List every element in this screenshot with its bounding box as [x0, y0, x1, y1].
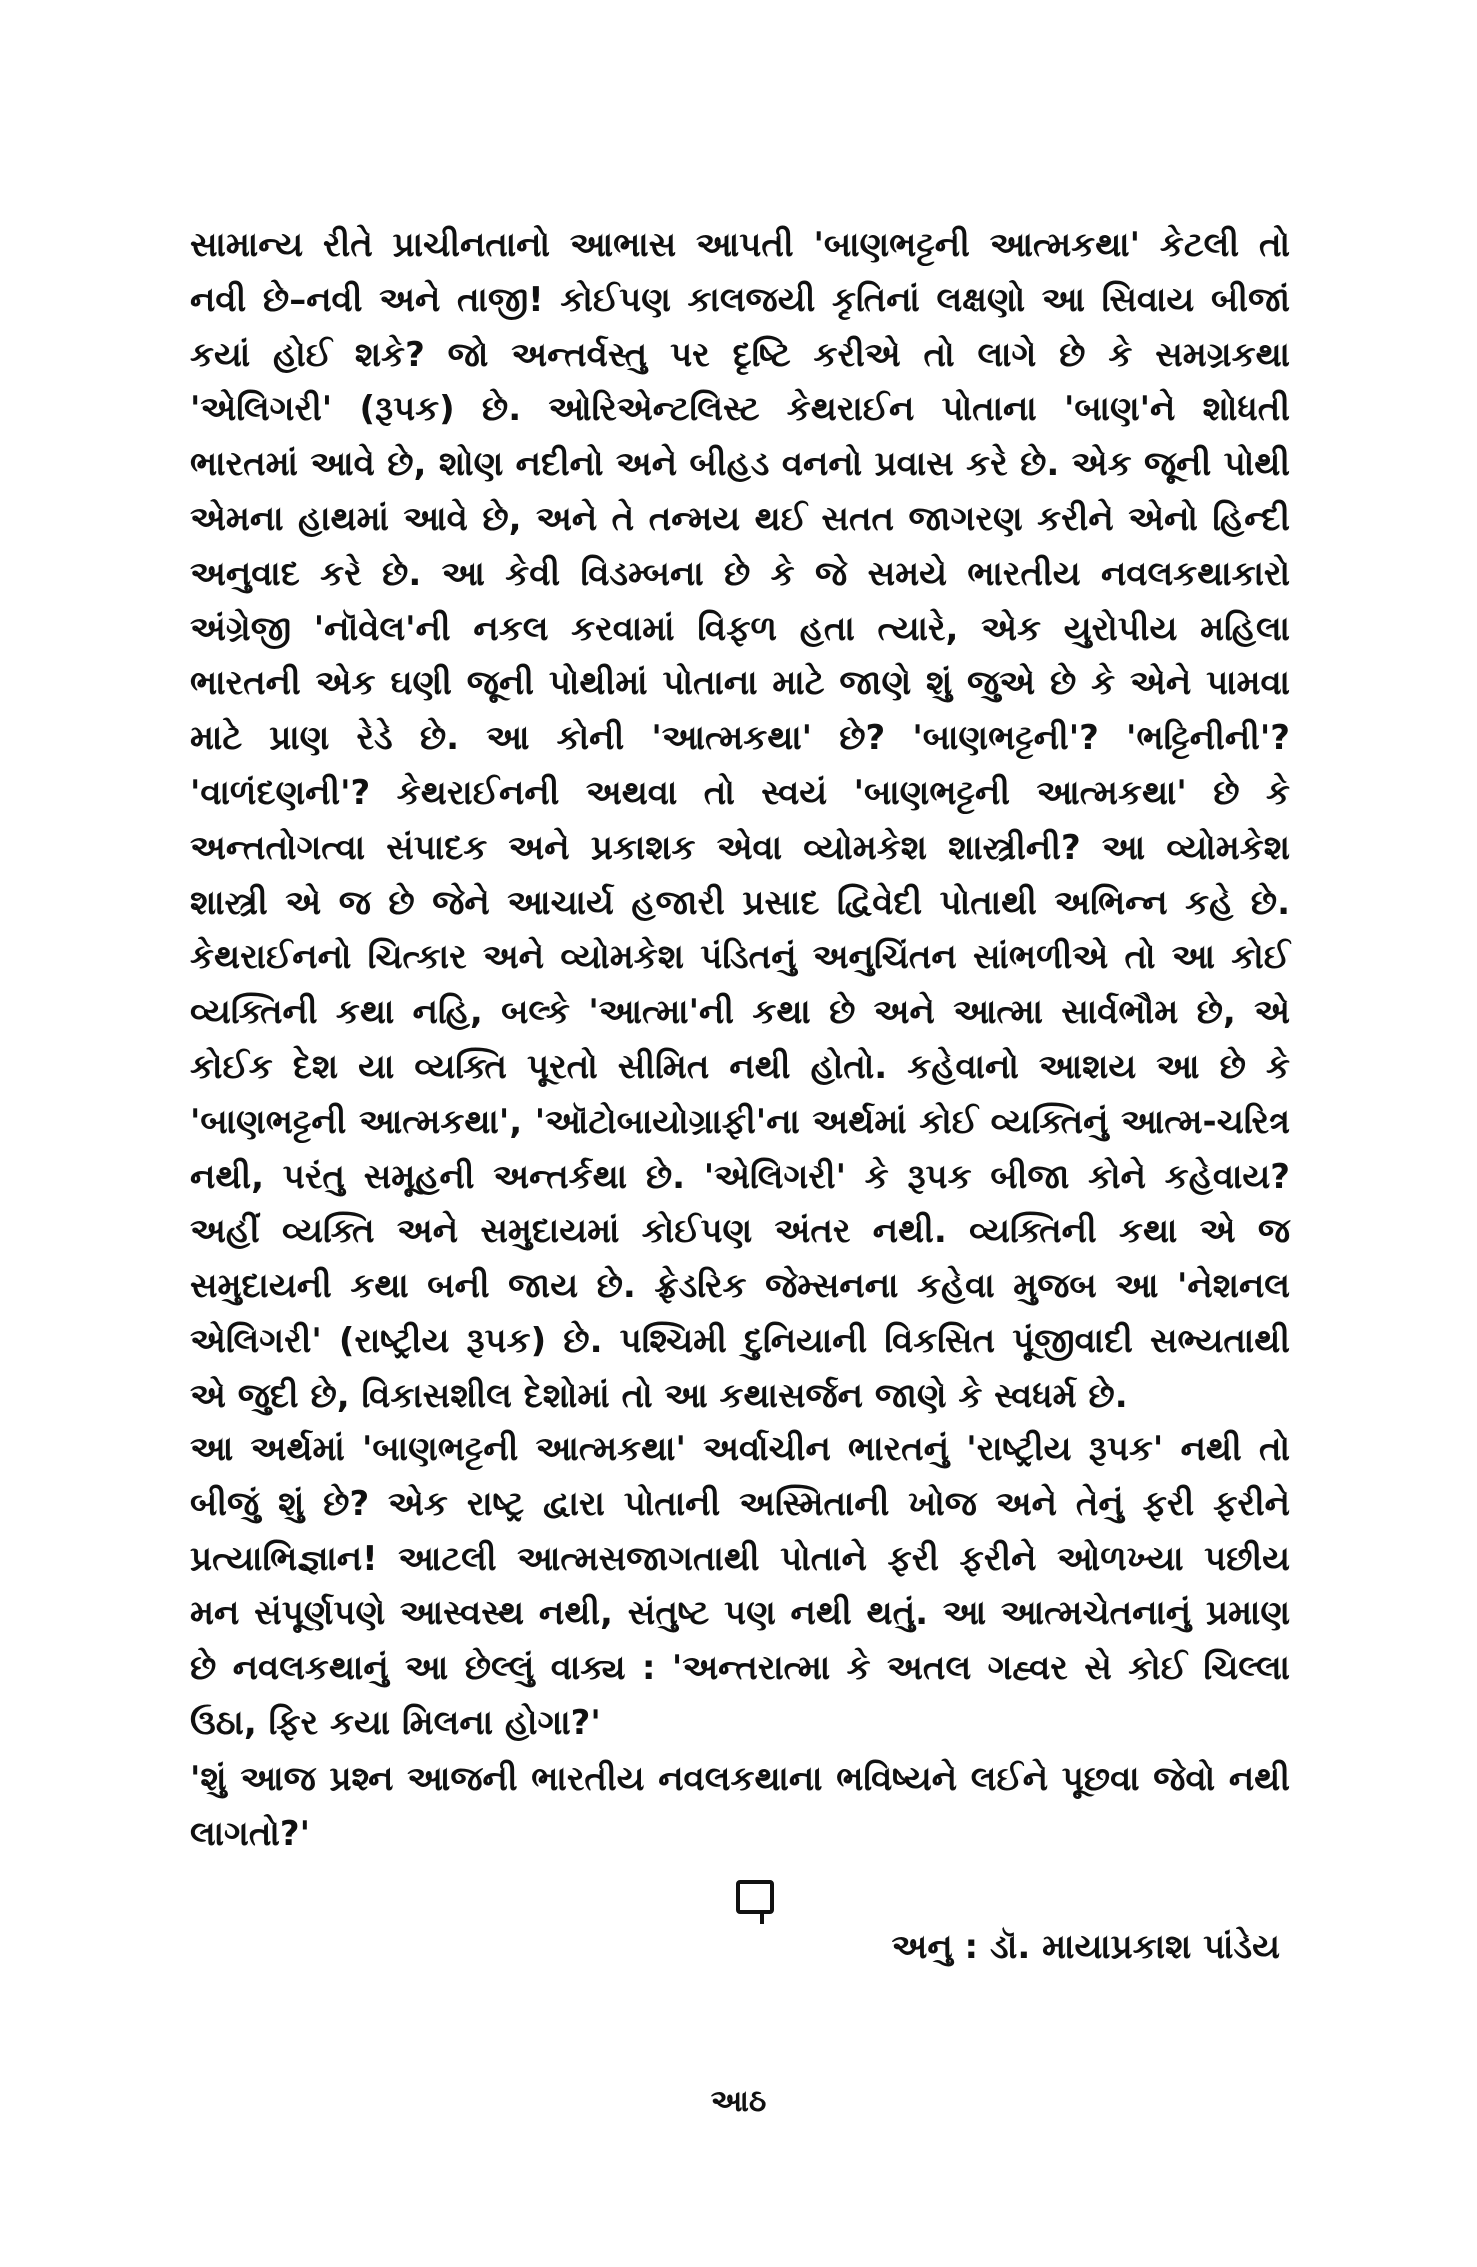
- page-number: આઠ: [710, 2084, 767, 2119]
- paragraph-text: સામાન્ય રીતે પ્રાચીનતાનો આભાસ આપતી 'બાણભટ્ટની આત્મકથા' કેટલી તો નવી છે–નવી અને તાજી! કોઈપણ કાલજયી કૃતિનાં લક્ષણો આ સિવાય બીજાં કયાં હોઈ શકે? જો અન્તર્વસ્તુ પર દૃષ્ટિ કરીએ તો લાગે છે કે સમગ્રકથા 'એલિગરી' (રૂપક) છે. ઓરિએન્ટલિસ્ટ કેથરાઈન પોતાના 'બાણ'ને શોધતી ભારતમાં આવે છે, શોણ નદીનો અને બીહડ વનનો પ્રવાસ કરે છે. એક જૂની પોથી એમના હાથમાં આવે છે, અને તે તન્મય થઈ સતત જાગરણ કરીને એનો હિન્દી અનુવાદ કરે છે. આ કેવી વિડમ્બના છે કે જે સમયે ભારતીય નવલકથાકારો અંગ્રેજી 'નૉવેલ'ની નકલ કરવામાં વિફળ હતા ત્યારે, એક યુરોપીય મહિલા ભારતની એક ઘણી જૂની પોથીમાં પોતાના માટે જાણે શું જુએ છે કે એને પામવા માટે પ્રાણ રેડે છે. આ કોની 'આત્મકથા' છે? 'બાણભટ્ટની'? 'ભટ્ટિનીની'? 'વાળંદણની'? કેથરાઈનની અથવા તો સ્વયં 'બાણભટ્ટની આત્મકથા' છે કે અન્તતોગત્વા સંપાદક અને પ્રકાશક એવા વ્યોમકેશ શાસ્ત્રીની? આ વ્યોમકેશ શાસ્ત્રી એ જ છે જેને આચાર્ય હજારી પ્રસાદ દ્વિવેદી પોતાથી અભિન્ન કહે છે. કેથરાઈનનો ચિત્કાર અને વ્યોમકેશ પંડિતનું અનુચિંતન સાંભળીએ તો આ કોઈ વ્યક્તિની કથા નહિ, બલ્કે 'આત્મા'ની કથા છે અને આત્મા સાર્વભૌમ છે, એ કોઈક દેશ યા વ્યક્તિ પૂરતો સીમિત નથી હોતો. કહેવાનો આશય આ છે કે 'બાણભટ્ટની આત્મકથા', 'ઑટોબાયોગ્રાફી'ના અર્થમાં કોઈ વ્યક્તિનું આત્મ-ચરિત્ર નથી, પરંતુ સમૂહની અન્તર્કથા છે. 'એલિગરી' કે રૂપક બીજા કોને કહેવાય? અહીં વ્યક્તિ અને સમુદાયમાં કોઈપણ અંતર નથી. વ્યક્તિની કથા એ જ સમુદાયની કથા બની જાય છે. ફ્રેડરિક જેમ્સનના કહેવા મુજબ આ 'નેશનલ એલિગરી' (રાષ્ટ્રીય રૂપક) છે. પશ્ચિમી દુનિયાની વિકસિત પૂંજીવાદી સભ્યતાથી એ જુદી છે, વિકાસશીલ દેશોમાં તો આ કથાસર્જન જાણે કે સ્વધર્મ છે.: [190, 225, 1290, 1416]
- paragraph-text: આ અર્થમાં 'બાણભટ્ટની આત્મકથા' અર્વાચીન ભારતનું 'રાષ્ટ્રીય રૂપક' નથી તો બીજું શું છે? એક રાષ્ટ્ર દ્વારા પોતાની અસ્મિતાની ખોજ અને તેનું ફરી ફરીને પ્રત્યાભિજ્ઞાન! આટલી આત્મસજાગતાથી પોતાને ફરી ફરીને ઓળખ્યા પછીય મન સંપૂર્ણપણે આસ્વસ્થ નથી, સંતુષ્ટ પણ નથી થતું. આ આત્મચેતનાનું પ્રમાણ છે નવલકથાનું આ છેલ્લું વાક્ય : 'અન્તરાત્મા કે અતલ ગહ્વર સે કોઈ ચિલ્લા ઉઠા, ફિર કયા મિલના હોગા?': [190, 1429, 1290, 1743]
- paragraph-text: 'શું આજ પ્રશ્ન આજની ભારતીય નવલકથાના ભવિષ્યને લઈને પૂછવા જેવો નથી લાગતો?': [190, 1759, 1290, 1854]
- section-end-mark-icon: [736, 1880, 774, 1914]
- translator-credit: અનુ : ડૉ. માયાપ્રકાશ પાંડેય: [891, 1927, 1280, 1967]
- body-paragraph-3: [190, 1752, 1290, 1862]
- body-paragraph-1: [190, 218, 1290, 1424]
- body-paragraph-2: [190, 1422, 1290, 1751]
